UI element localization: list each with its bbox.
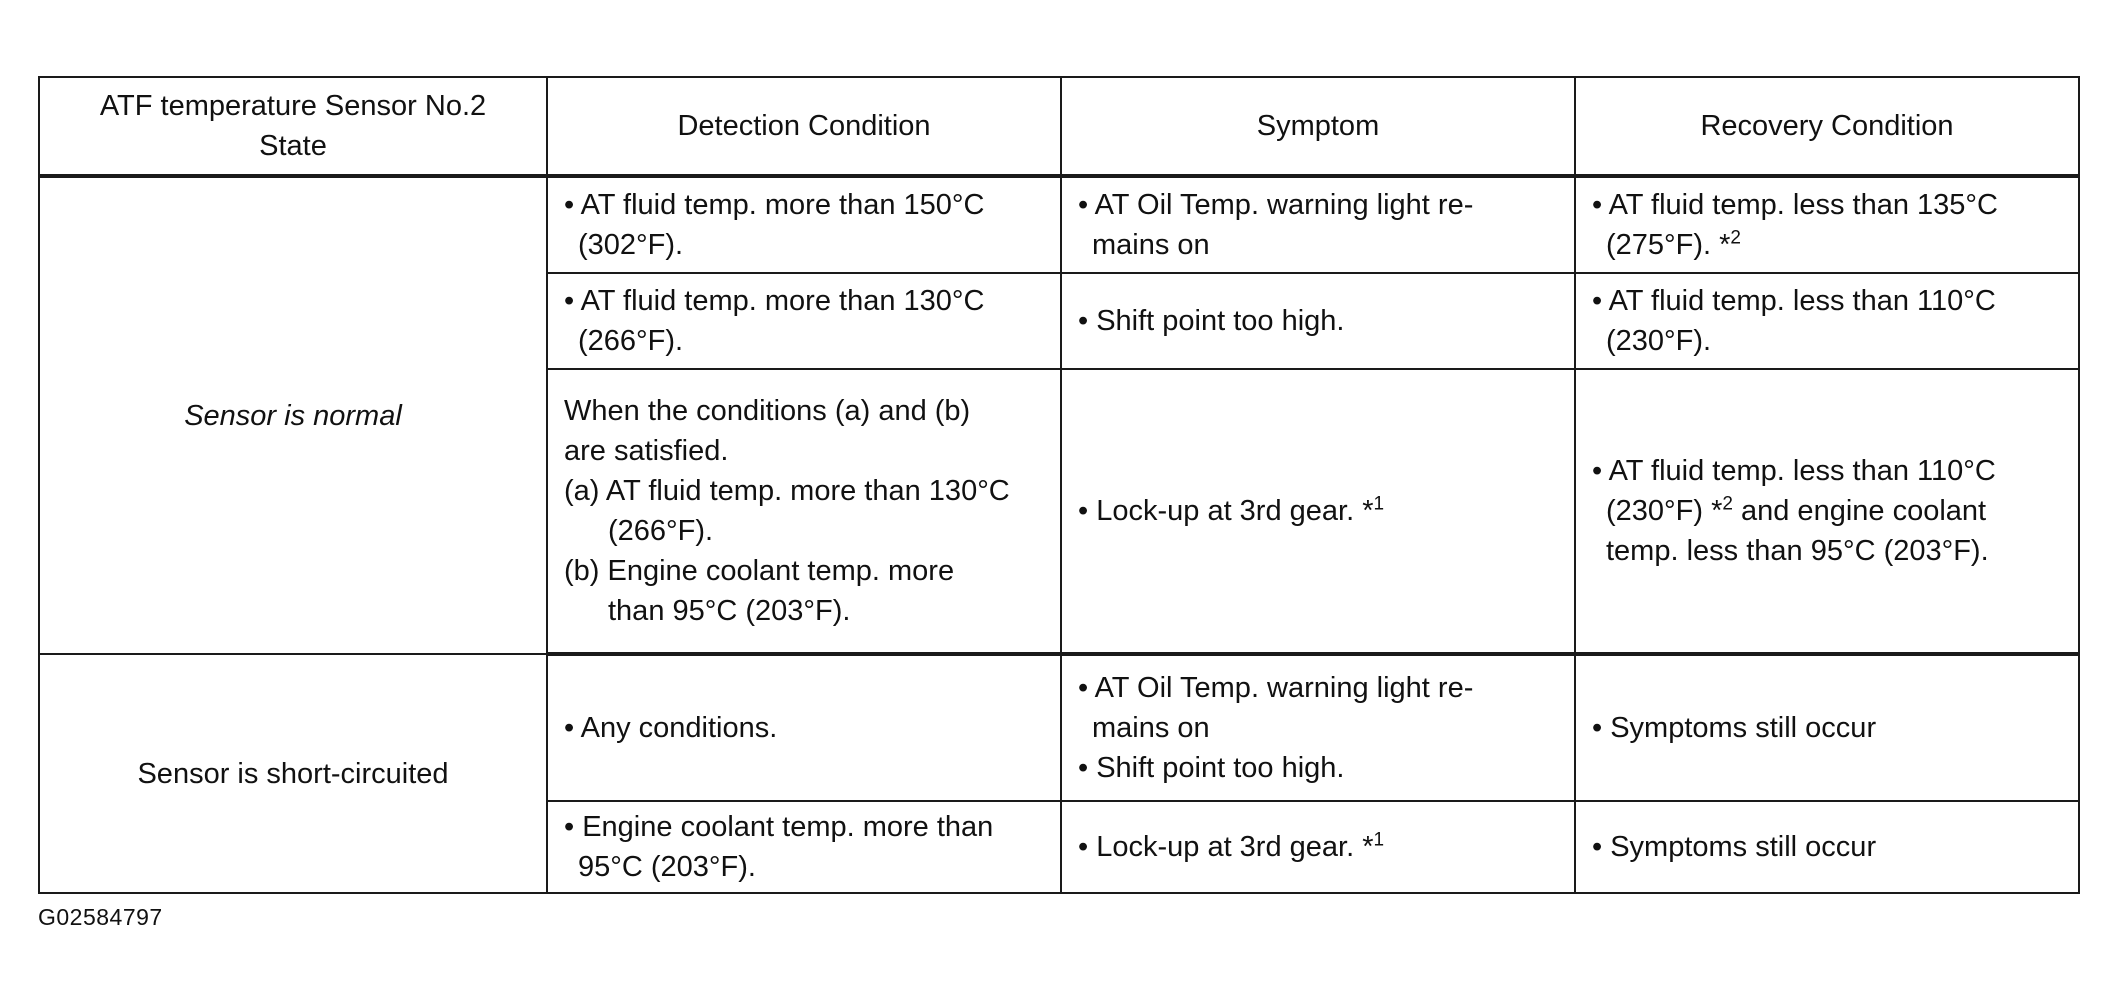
cell-line: • AT fluid temp. less than 135°C (1592, 189, 1998, 221)
cell-line: • AT fluid temp. less than 110°C (1592, 455, 1996, 487)
cell-text: (230°F) * (1606, 495, 1723, 527)
cell-line: than 95°C (203°F). (608, 595, 851, 627)
header-recovery: Recovery Condition (1575, 77, 2079, 176)
cell-line (1078, 491, 1558, 531)
state-cell-normal: Sensor is normal (39, 176, 547, 654)
cell-line: (b) Engine coolant temp. more (564, 555, 955, 587)
detection-cell (547, 176, 1061, 273)
table-row (39, 176, 2079, 273)
detection-cell (547, 654, 1061, 801)
cell-line: temp. less than 95°C (203°F). (1606, 535, 1989, 567)
footnote-ref: 2 (1722, 493, 1733, 515)
cell-line: (a) AT fluid temp. more than 130°C (564, 475, 1010, 507)
cell-line: (230°F). (1606, 325, 1712, 357)
footnote-ref: 1 (1373, 829, 1385, 851)
cell-line: (266°F). (578, 325, 684, 357)
cell-line (1592, 225, 2062, 265)
cell-line (1592, 491, 2062, 531)
header-state-line-2: State (259, 130, 327, 162)
figure-code: G02584797 (38, 904, 163, 930)
sensor-state-table (38, 76, 2080, 894)
header-symptom: Symptom (1061, 77, 1575, 176)
recovery-cell (1575, 369, 2079, 654)
symptom-cell (1061, 801, 1575, 893)
cell-line: • Any conditions. (564, 712, 778, 744)
cell-text: • Lock-up at 3rd gear. * (1078, 831, 1374, 863)
cell-line: • AT Oil Temp. warning light re- (1078, 672, 1474, 704)
cell-line: • Shift point too high. (1078, 752, 1345, 784)
detection-cell (547, 801, 1061, 893)
recovery-cell (1575, 273, 2079, 369)
state-cell-short-circuited: Sensor is short-circuited (39, 654, 547, 893)
cell-line: 95°C (203°F). (578, 851, 756, 883)
detection-cell (547, 273, 1061, 369)
footnote-ref: 2 (1730, 227, 1741, 249)
cell-text: • Lock-up at 3rd gear. * (1078, 495, 1374, 527)
cell-line: • Symptoms still occur (1592, 831, 1877, 863)
cell-line: • Engine coolant temp. more than (564, 811, 994, 843)
cell-line: • Shift point too high. (1078, 305, 1345, 337)
cell-line: When the conditions (a) and (b) (564, 395, 971, 427)
footnote-ref: 1 (1373, 493, 1385, 515)
cell-line: mains on (1092, 229, 1210, 261)
cell-line: are satisfied. (564, 435, 729, 467)
cell-line: (266°F). (608, 515, 714, 547)
symptom-cell (1061, 176, 1575, 273)
header-detection: Detection Condition (547, 77, 1061, 176)
cell-line: • AT fluid temp. less than 110°C (1592, 285, 1996, 317)
symptom-cell (1061, 369, 1575, 654)
header-state (39, 77, 547, 176)
cell-line (1078, 827, 1558, 867)
cell-line: mains on (1092, 712, 1210, 744)
cell-text: (275°F). * (1606, 229, 1731, 261)
symptom-cell (1061, 273, 1575, 369)
cell-line: • AT Oil Temp. warning light re- (1078, 189, 1474, 221)
cell-line: • Symptoms still occur (1592, 712, 1877, 744)
cell-line: • AT fluid temp. more than 150°C (564, 189, 985, 221)
table-header-row (39, 77, 2079, 176)
recovery-cell (1575, 176, 2079, 273)
table-row (39, 654, 2079, 801)
cell-line: • AT fluid temp. more than 130°C (564, 285, 985, 317)
recovery-cell (1575, 654, 2079, 801)
header-state-line-1: ATF temperature Sensor No.2 (99, 90, 487, 122)
recovery-cell (1575, 801, 2079, 893)
symptom-cell (1061, 654, 1575, 801)
detection-cell (547, 369, 1061, 654)
cell-line: (302°F). (578, 229, 684, 261)
cell-text: and engine coolant (1732, 495, 1987, 527)
